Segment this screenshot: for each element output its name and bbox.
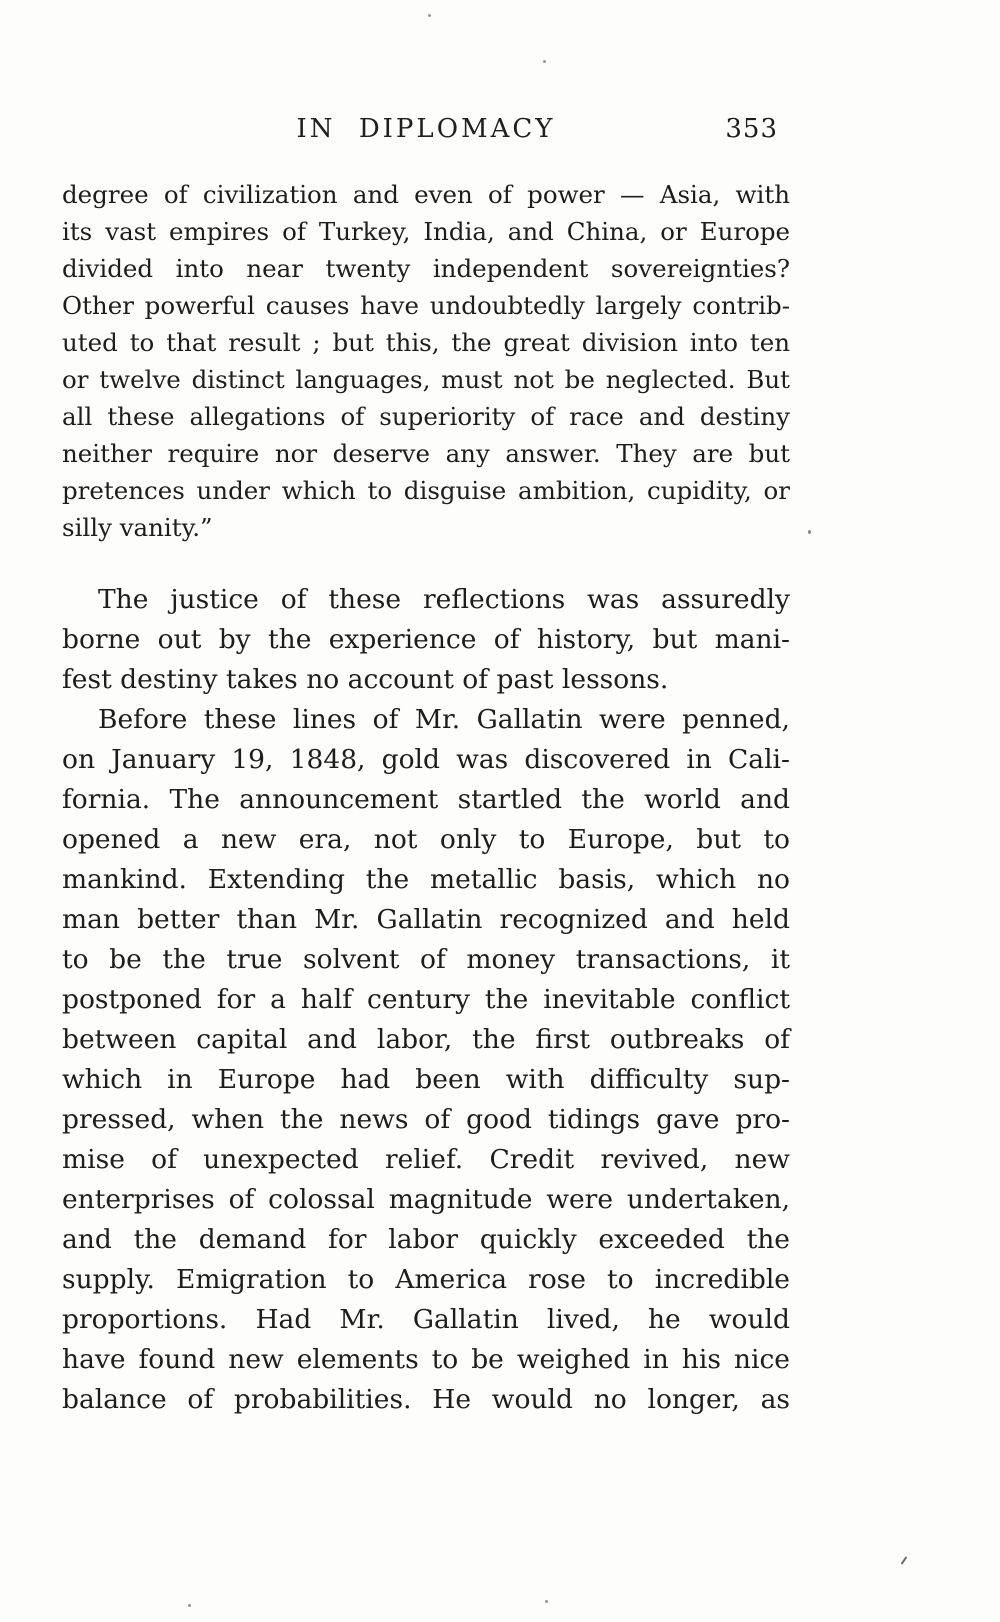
text-line: opened a new era, not only to Europe, but to [62, 824, 790, 855]
text-line: on January 19, 1848, gold was discovered in Cali- [62, 744, 790, 775]
text-line: silly vanity.” [62, 513, 213, 542]
text-line: between capital and labor, the first outbreaks of [62, 1024, 790, 1055]
text-line: fornia. The announcement startled the world and [62, 784, 790, 815]
text-line: enterprises of colossal magnitude were undertaken, [62, 1184, 790, 1215]
scan-artifact-dot [188, 1604, 191, 1607]
running-header-title: IN DIPLOMACY [296, 114, 556, 144]
text-line: to be the true solvent of money transactions, it [62, 944, 790, 975]
text-line: mankind. Extending the metallic basis, which no [62, 864, 790, 895]
text-line: degree of civilization and even of power — Asia, with [62, 180, 790, 209]
text-line: mise of unexpected relief. Credit revived, new [62, 1144, 790, 1175]
text-line: pressed, when the news of good tidings gave pro- [62, 1104, 790, 1135]
text-line: fest destiny takes no account of past lessons. [62, 664, 669, 695]
text-line: or twelve distinct languages, must not be neglected. But [62, 365, 790, 394]
scan-artifact-dot [428, 14, 431, 17]
page-number: 353 [725, 114, 778, 144]
scan-artifact-dot [545, 1600, 548, 1603]
text-blocks [62, 176, 790, 1420]
text-line: all these allegations of superiority of race and destiny [62, 402, 790, 431]
running-header [62, 114, 790, 150]
text-line: balance of probabilities. He would no longer, as [62, 1384, 790, 1415]
text-line: The justice of these reflections was assuredly [98, 584, 790, 615]
text-line: Before these lines of Mr. Gallatin were penned, [98, 704, 790, 735]
scan-artifact-dot [543, 60, 546, 63]
text-line: divided into near twenty independent sovereignties? [62, 254, 790, 283]
text-line: neither require nor deserve any answer. They are but [62, 439, 790, 468]
text-line: Other powerful causes have undoubtedly largely contrib- [62, 291, 790, 320]
text-line: and the demand for labor quickly exceeded the [62, 1224, 790, 1255]
scan-artifact-dot [808, 530, 811, 534]
text-line: proportions. Had Mr. Gallatin lived, he would [62, 1304, 790, 1335]
scan-artifact-tick [901, 1556, 908, 1565]
text-line: which in Europe had been with difficulty sup- [62, 1064, 790, 1095]
text-line: pretences under which to disguise ambition, cupidity, or [62, 476, 790, 505]
text-line: borne out by the experience of history, but mani- [62, 624, 790, 655]
text-line: have found new elements to be weighed in his nice [62, 1344, 790, 1375]
paragraph-2 [62, 700, 790, 1420]
text-line: its vast empires of Turkey, India, and China, or Europe [62, 217, 790, 246]
text-line: uted to that result ; but this, the great division into ten [62, 328, 790, 357]
text-line: supply. Emigration to America rose to incredible [62, 1264, 790, 1295]
text-line: postponed for a half century the inevitable conflict [62, 984, 790, 1015]
text-line: man better than Mr. Gallatin recognized and held [62, 904, 790, 935]
paragraph-1 [62, 580, 790, 700]
quote-block [62, 176, 790, 546]
page-content [62, 114, 790, 1420]
